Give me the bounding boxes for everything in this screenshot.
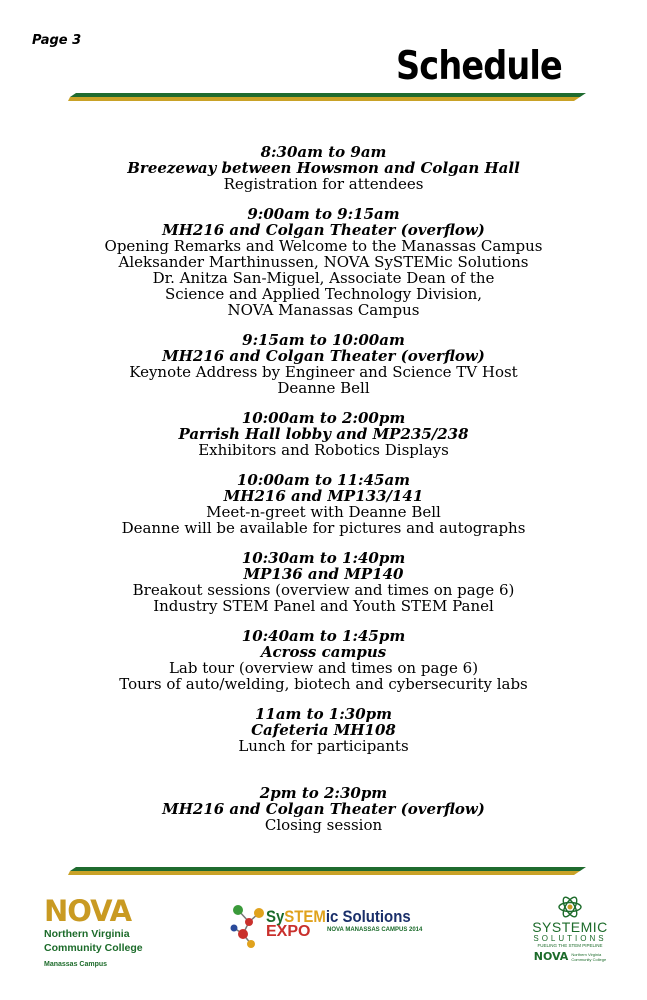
event-time: 8:30am to 9am <box>260 143 387 161</box>
expo-title-stem: STEM <box>284 907 326 926</box>
event-detail: Aleksander Marthinussen, NOVA SySTEMic Solutions <box>118 253 529 271</box>
schedule-item <box>0 785 647 833</box>
schedule-list <box>0 144 647 847</box>
event-location: Breezeway between Howsmon and Colgan Hall <box>127 159 520 177</box>
schedule-item <box>0 550 647 614</box>
event-detail: Opening Remarks and Welcome to the Manassas Campus <box>104 237 543 255</box>
event-time: 9:00am to 9:15am <box>247 205 400 223</box>
event-detail: Breakout sessions (overview and times on page 6) <box>132 581 515 599</box>
schedule-item <box>0 472 647 536</box>
molecule-icon <box>229 900 269 960</box>
footer-divider-bar <box>68 867 586 875</box>
event-location: MH216 and Colgan Theater (overflow) <box>162 221 485 239</box>
event-detail: Lab tour (overview and times on page 6) <box>168 659 479 677</box>
nova-logo-campus: Manassas Campus <box>44 961 108 968</box>
event-detail: Science and Applied Technology Division, <box>164 285 483 303</box>
nova-logo-line1: Northern Virginia <box>44 928 130 940</box>
event-detail: Registration for attendees <box>223 175 424 193</box>
systemic-logo-tagline: FUELING THE STEM PIPELINE <box>537 943 603 948</box>
event-location: Parrish Hall lobby and MP235/238 <box>178 425 469 443</box>
event-detail: Tours of auto/welding, biotech and cybersecurity labs <box>119 675 528 693</box>
event-time: 10:00am to 2:00pm <box>241 409 406 427</box>
systemic-logo-nova-sub2: Community College <box>571 956 607 962</box>
nova-logo-line2: Community College <box>44 942 143 954</box>
systemic-logo-nova-sub1: Northern Virginia <box>571 951 602 957</box>
systemic-logo-nova-row <box>520 950 620 963</box>
nova-logo <box>44 896 144 968</box>
nova-logo-word: NOVA <box>44 894 132 928</box>
event-time: 2pm to 2:30pm <box>259 784 388 802</box>
schedule-item <box>0 706 647 754</box>
event-time: 9:15am to 10:00am <box>242 331 405 349</box>
event-detail: Closing session <box>264 816 383 834</box>
schedule-item <box>0 332 647 396</box>
event-time: 10:30am to 1:40pm <box>241 549 406 567</box>
event-location: MP136 and MP140 <box>243 565 404 583</box>
event-detail: Deanne Bell <box>277 379 370 397</box>
event-detail: Dr. Anitza San-Miguel, Associate Dean of the <box>152 269 495 287</box>
systemic-logo-nova-sub <box>571 952 606 962</box>
schedule-item <box>0 144 647 192</box>
schedule-item <box>0 410 647 458</box>
event-time: 11am to 1:30pm <box>254 705 393 723</box>
event-location: MH216 and MP133/141 <box>223 487 424 505</box>
expo-logo-tagline: NOVA MANASSAS CAMPUS 2014 <box>327 927 423 933</box>
header-divider-bar <box>68 93 586 101</box>
expo-logo <box>229 900 429 970</box>
page-number: Page 3 <box>32 33 82 48</box>
event-detail: Keynote Address by Engineer and Science TV Host <box>129 363 518 381</box>
event-location: Cafeteria MH108 <box>251 721 396 739</box>
systemic-logo-nova: NOVA <box>533 950 569 963</box>
event-detail: NOVA Manassas Campus <box>227 301 420 319</box>
event-detail: Lunch for participants <box>238 737 409 755</box>
atom-icon <box>557 894 583 920</box>
expo-title-rest: ic Solutions <box>325 907 411 926</box>
event-detail: Exhibitors and Robotics Displays <box>198 441 449 459</box>
event-detail: Meet-n-greet with Deanne Bell <box>206 503 441 521</box>
event-detail: Deanne will be available for pictures and autographs <box>121 519 526 537</box>
event-location: Across campus <box>260 643 387 661</box>
schedule-item <box>0 206 647 318</box>
systemic-logo-word2: SOLUTIONS <box>533 934 607 943</box>
event-location: MH216 and Colgan Theater (overflow) <box>162 347 485 365</box>
systemic-solutions-logo <box>520 894 620 963</box>
page-title: Schedule <box>396 44 562 89</box>
event-location: MH216 and Colgan Theater (overflow) <box>162 800 485 818</box>
event-detail: Industry STEM Panel and Youth STEM Panel <box>153 597 494 615</box>
event-time: 10:00am to 11:45am <box>236 471 411 489</box>
expo-logo-word: EXPO <box>266 923 311 940</box>
event-time: 10:40am to 1:45pm <box>241 627 406 645</box>
schedule-item <box>0 628 647 692</box>
expo-title-sy: Sy <box>266 907 285 926</box>
systemic-logo-word: SYSTEMIC <box>532 919 608 935</box>
